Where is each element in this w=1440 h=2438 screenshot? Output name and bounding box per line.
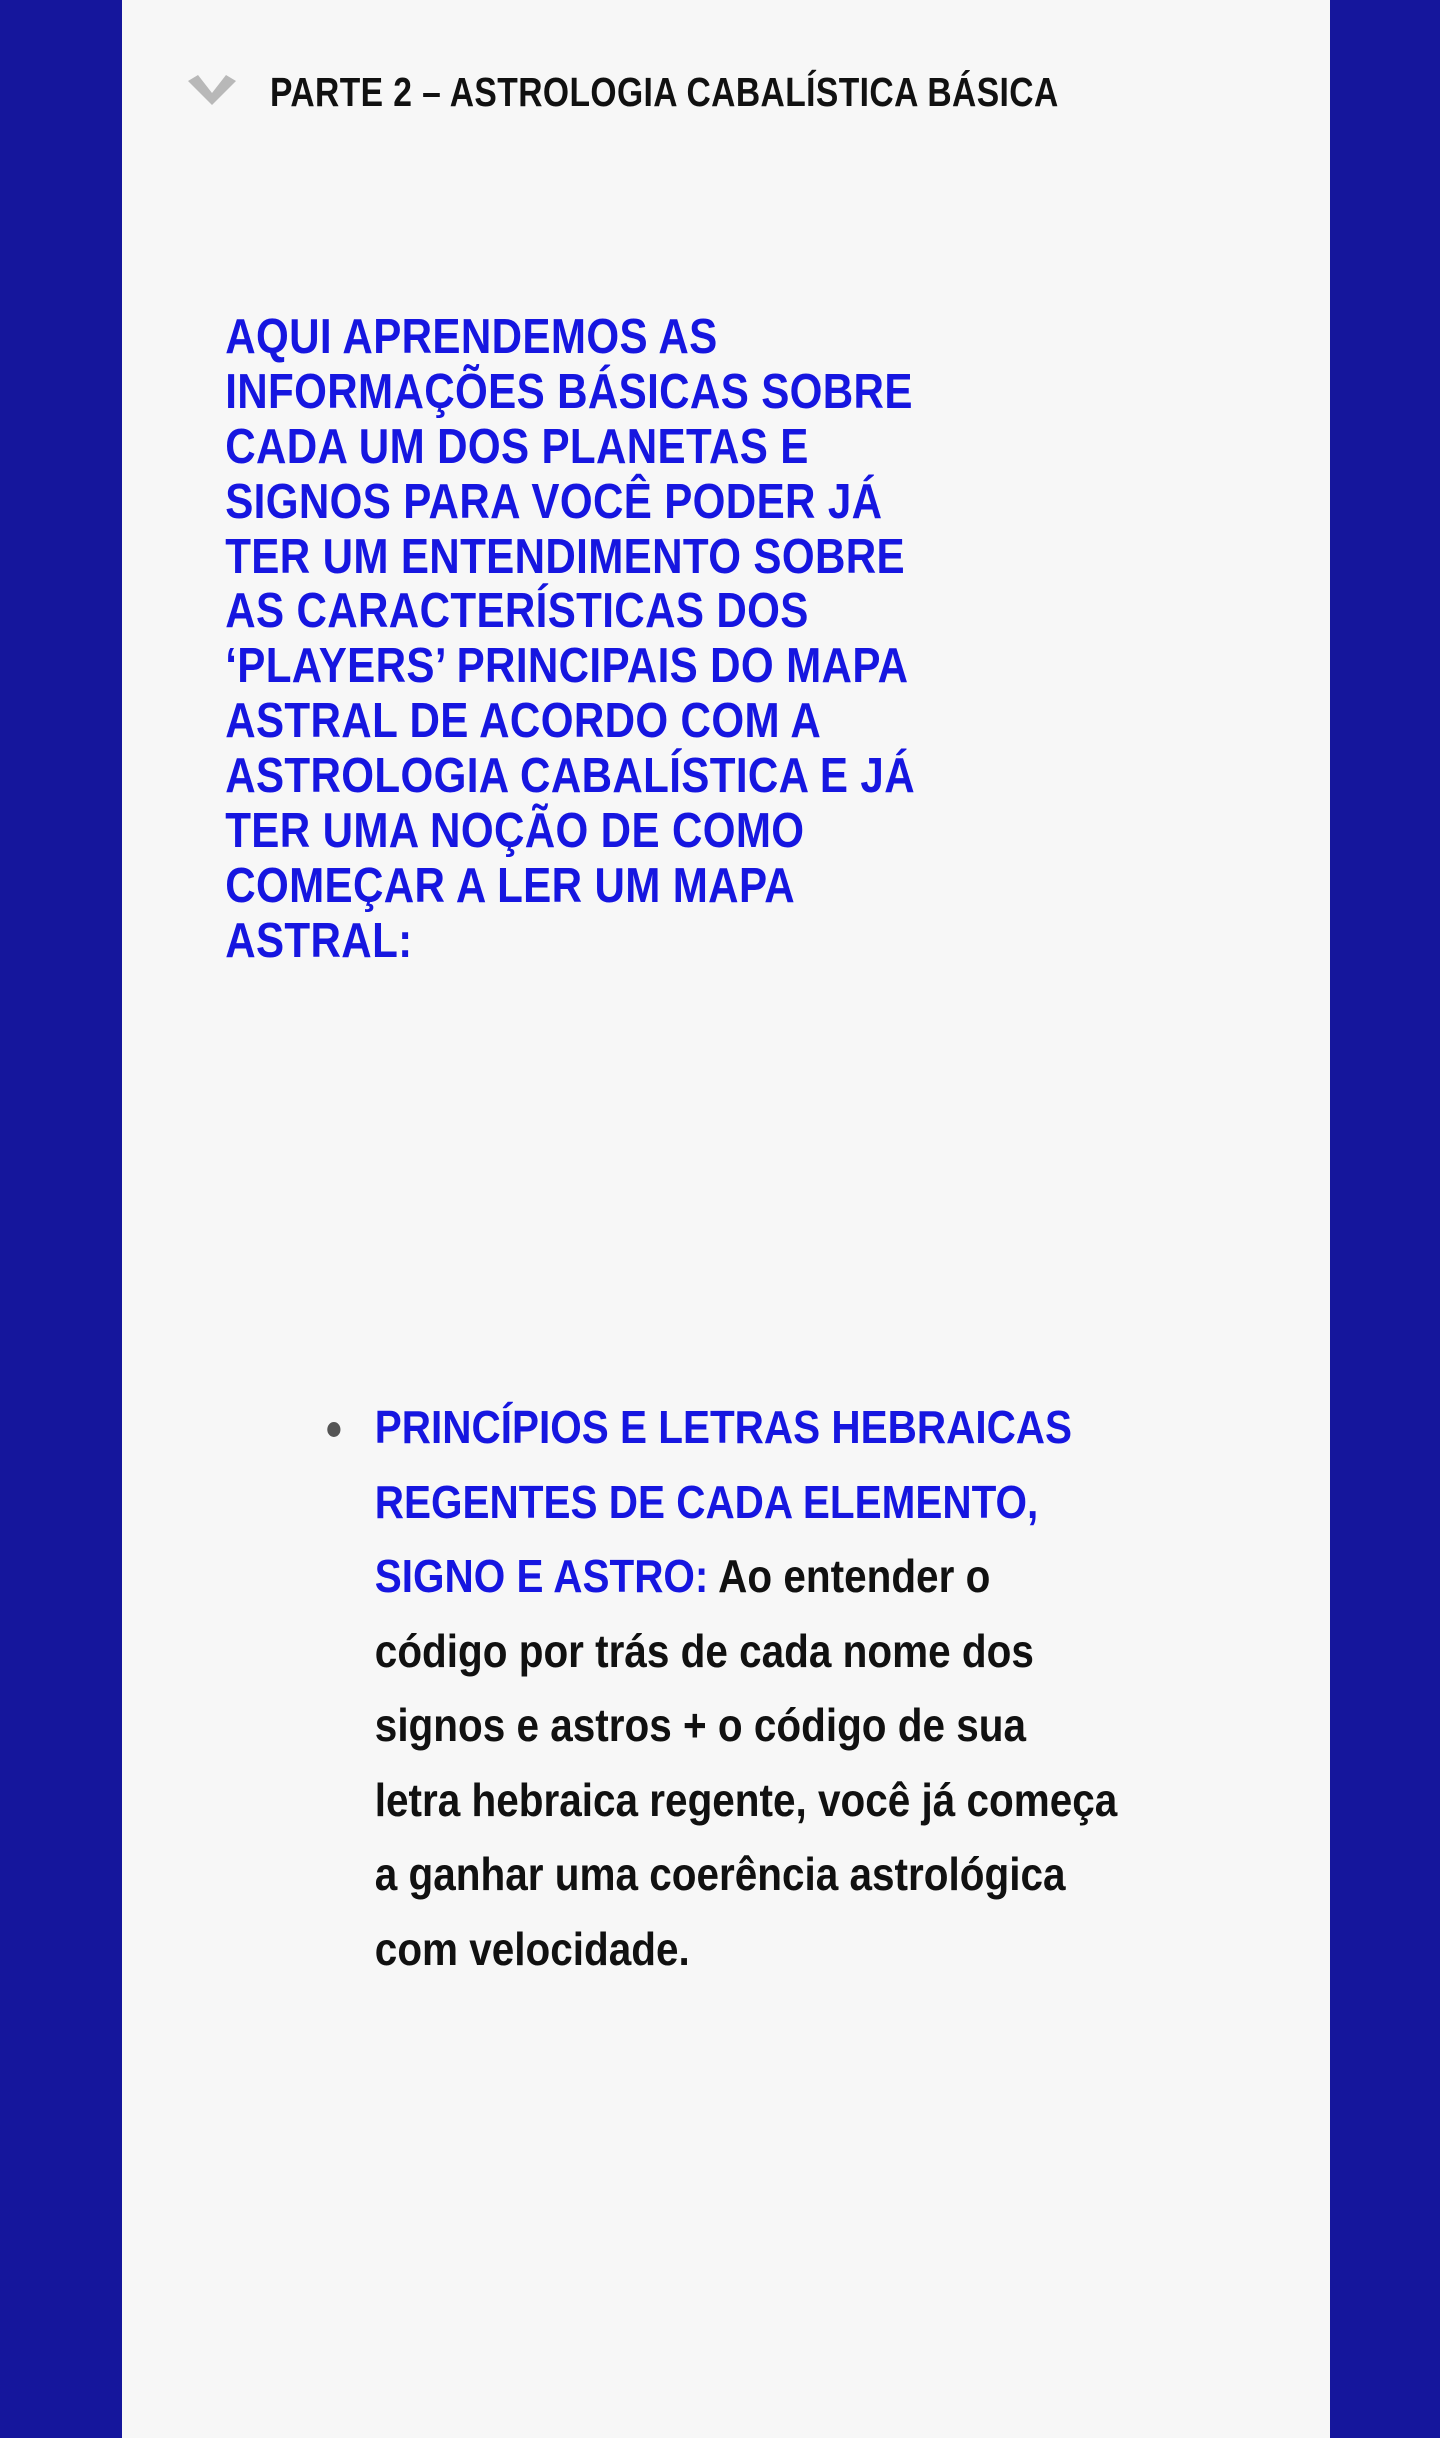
list-item-body: Ao entender o código por trás de cada nome dos signos e astros + o código de sua letra hebraica regente, você já começa a ganhar uma coerência astrológica com velocidade. [374, 1550, 1118, 1975]
bullet-list [122, 1390, 1330, 1986]
list-item [322, 1390, 1121, 1986]
bullet-point-icon [327, 1422, 340, 1437]
section-title: PARTE 2 – ASTROLOGIA CABALÍSTICA BÁSICA [270, 69, 1059, 115]
intro-paragraph: AQUI APRENDEMOS AS INFORMAÇÕES BÁSICAS SOBRE CADA UM DOS PLANETAS E SIGNOS PARA VOCÊ PODER JÁ TER UM ENTENDIMENTO SOBRE AS CARACTERÍSTICAS DOS ‘PLAYERS’ PRINCIPAIS DO MAPA ASTRAL DE ACORDO COM A ASTROLOGIA CABALÍSTICA E JÁ TER UMA NOÇÃO DE COMO COMEÇAR A LER UM MAPA ASTRAL: [225, 310, 915, 968]
chevron-down-icon[interactable] [182, 71, 242, 115]
section-header[interactable] [122, 70, 1330, 115]
list-item-term: PRINCÍPIOS E LETRAS HEBRAICAS REGENTES DE CADA ELEMENTO, SIGNO E ASTRO: [374, 1401, 1073, 1603]
